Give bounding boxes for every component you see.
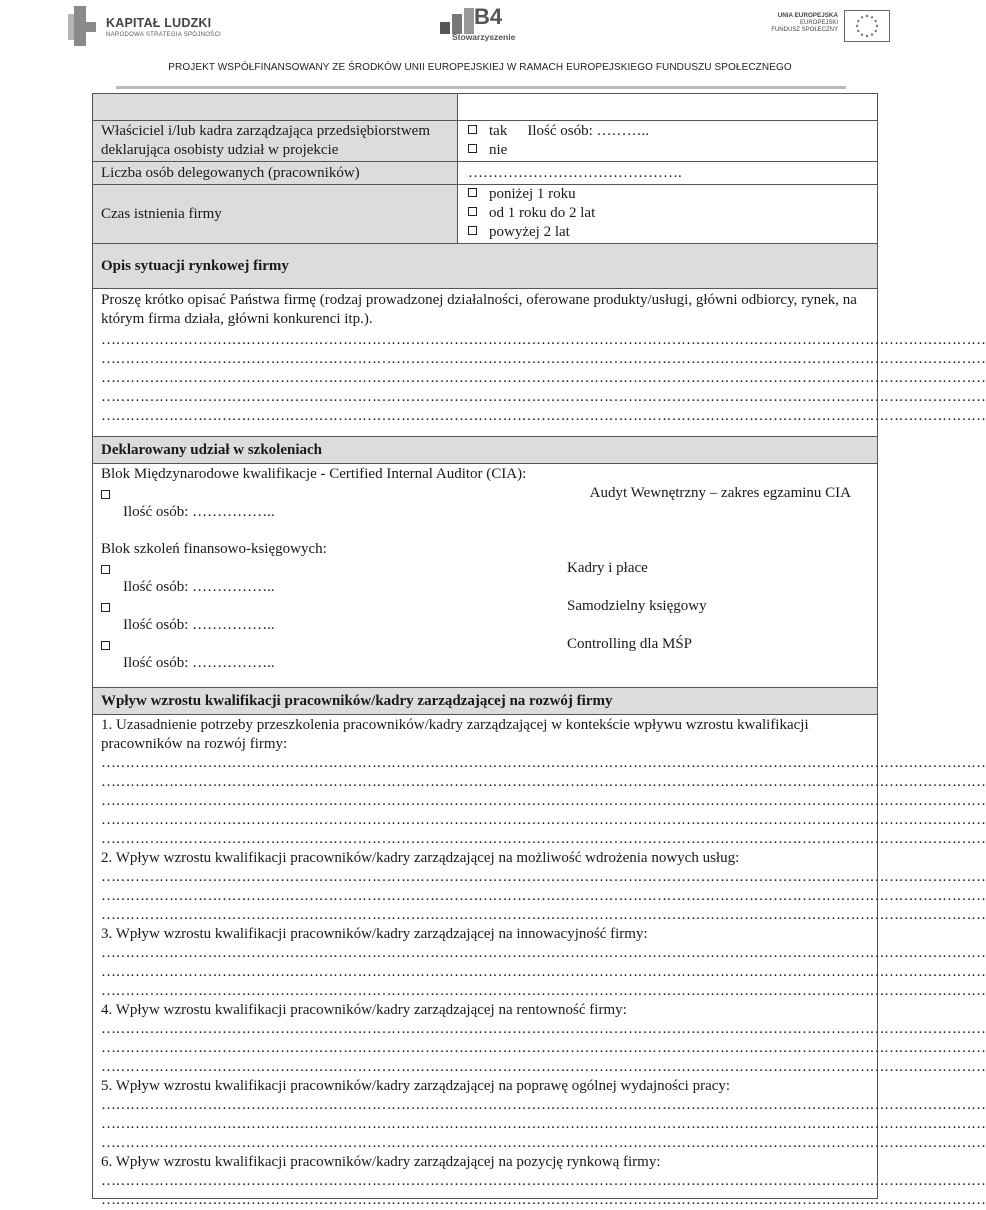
owner-participation-row — [93, 120, 877, 161]
delegated-value-field[interactable]: ……………………………………. — [468, 164, 682, 181]
question-5: 5. Wpływ wzrostu kwalifikacji pracowników/kadry zarządzającej na poprawę ogólnej wydajności pracy: — [101, 1078, 731, 1094]
company-age-label: Czas istnienia firmy — [93, 185, 458, 243]
kapital-ludzki-emblem-icon — [66, 4, 100, 48]
answer-line[interactable]: ………………………………………………………………………………………………………………………………………………………………… — [101, 408, 986, 424]
answer-line[interactable]: ………………………………………………………………………………………………………………………………………………………………… — [101, 370, 986, 386]
training-block — [93, 463, 877, 687]
project-cofinancing-line: PROJEKT WSPÓŁFINANSOWANY ZE ŚRODKÓW UNII EUROPEJSKIEJ W RAMACH EUROPEJSKIEGO FUNDUSZU SPOŁECZNEGO — [168, 62, 792, 73]
answer-line[interactable]: ………………………………………………………………………………………………………………………………………………………………… — [101, 1173, 986, 1189]
age-option-under-1[interactable]: poniżej 1 roku — [468, 185, 867, 204]
top-left-cell — [93, 94, 458, 120]
answer-line[interactable]: ………………………………………………………………………………………………………………………………………………………………… — [101, 774, 986, 790]
company-age-row — [93, 184, 877, 243]
answer-line[interactable]: ………………………………………………………………………………………………………………………………………………………………… — [101, 1116, 986, 1132]
b4-logo — [440, 6, 520, 44]
application-form — [92, 93, 986, 1208]
answer-line[interactable]: ………………………………………………………………………………………………………………………………………………………………… — [101, 983, 986, 999]
fin-course-3-count-field[interactable]: Ilość osób: …………….. — [123, 655, 275, 671]
header-divider — [116, 86, 846, 89]
checkbox-icon[interactable] — [468, 125, 477, 134]
answer-line[interactable]: ………………………………………………………………………………………………………………………………………………………………… — [101, 332, 986, 348]
owner-participation-label: Właściciel i/lub kadra zarządzająca przedsiębiorstwem deklarująca osobisty udział w projekcie — [93, 121, 458, 161]
fin-course-1-count-field[interactable]: Ilość osób: …………….. — [123, 579, 275, 595]
form-top-row — [93, 94, 877, 120]
checkbox-icon[interactable] — [468, 188, 477, 197]
fin-course-3-name: Controlling dla MŚP — [567, 636, 693, 652]
top-right-cell — [458, 94, 877, 120]
answer-line[interactable]: ………………………………………………………………………………………………………………………………………………………………… — [101, 888, 986, 904]
fin-course-1-name: Kadry i płace — [567, 560, 648, 576]
cia-block-label: Blok Międzynarodowe kwalifikacje - Certified Internal Auditor (CIA): — [101, 466, 527, 482]
answer-line[interactable]: ………………………………………………………………………………………………………………………………………………………………… — [101, 1021, 986, 1037]
kapital-ludzki-title: KAPITAŁ LUDZKI — [106, 16, 212, 30]
answer-line[interactable]: ………………………………………………………………………………………………………………………………………………………………… — [101, 907, 986, 923]
owner-no-option[interactable]: nie — [468, 141, 867, 160]
age-option-over-2[interactable]: powyżej 2 lat — [468, 223, 867, 242]
impact-block — [93, 714, 986, 1208]
checkbox-icon[interactable] — [468, 226, 477, 235]
answer-line[interactable]: ………………………………………………………………………………………………………………………………………………………………… — [101, 351, 986, 367]
checkbox-icon[interactable] — [101, 490, 110, 499]
question-3: 3. Wpływ wzrostu kwalifikacji pracowników/kadry zarządzającej na innowacyjność firmy: — [101, 926, 648, 942]
b4-emblem-icon — [440, 8, 474, 34]
answer-line[interactable]: ………………………………………………………………………………………………………………………………………………………………… — [101, 1135, 986, 1151]
market-description-block — [93, 288, 986, 436]
fin-course-option-3[interactable] — [101, 635, 869, 654]
question-1: 1. Uzasadnienie potrzeby przeszkolenia pracowników/kadry zarządzającej w kontekście wpływu wzrostu kwalifikacji pracowników na rozwój firmy: — [101, 717, 809, 752]
answer-line[interactable]: ………………………………………………………………………………………………………………………………………………………………… — [101, 831, 986, 847]
eu-logo-text: UNIA EUROPEJSKA EUROPEJSKI FUNDUSZ SPOŁECZNY — [771, 12, 838, 33]
b4-logo-text: B4 — [474, 4, 503, 29]
question-2: 2. Wpływ wzrostu kwalifikacji pracowników/kadry zarządzającej na możliwość wdrożenia nowych usług: — [101, 850, 740, 866]
answer-line[interactable]: ………………………………………………………………………………………………………………………………………………………………… — [101, 1192, 986, 1208]
question-6: 6. Wpływ wzrostu kwalifikacji pracowników/kadry zarządzającej na pozycję rynkową firmy: — [101, 1154, 661, 1170]
training-section-heading: Deklarowany udział w szkoleniach — [93, 436, 877, 463]
fin-course-2-name: Samodzielny księgowy — [567, 598, 707, 614]
kapital-ludzki-subtitle: NARODOWA STRATEGIA SPÓJNOŚCI — [106, 32, 222, 38]
checkbox-icon[interactable] — [468, 144, 477, 153]
question-4: 4. Wpływ wzrostu kwalifikacji pracowników/kadry zarządzającej na rentowność firmy: — [101, 1002, 627, 1018]
answer-line[interactable]: ………………………………………………………………………………………………………………………………………………………………… — [101, 964, 986, 980]
market-prompt: Proszę krótko opisać Państwa firmę (rodzaj prowadzonej działalności, oferowane produkty/usługi, główni odbiorcy, rynek, na którym firma działa, główni konkurenci itp.). — [101, 292, 857, 327]
answer-line[interactable]: ………………………………………………………………………………………………………………………………………………………………… — [101, 793, 986, 809]
b4-logo-subtitle: Stowarzyszenie — [452, 32, 516, 42]
delegated-row — [93, 161, 877, 184]
fin-course-2-count-field[interactable]: Ilość osób: …………….. — [123, 617, 275, 633]
checkbox-icon[interactable] — [101, 641, 110, 650]
answer-line[interactable]: ………………………………………………………………………………………………………………………………………………………………… — [101, 812, 986, 828]
answer-line[interactable]: ………………………………………………………………………………………………………………………………………………………………… — [101, 1097, 986, 1113]
fin-block-label: Blok szkoleń finansowo-księgowych: — [101, 541, 327, 557]
answer-line[interactable]: ………………………………………………………………………………………………………………………………………………………………… — [101, 869, 986, 885]
checkbox-icon[interactable] — [468, 207, 477, 216]
cia-course-name: Audyt Wewnętrzny – zakres egzaminu CIA — [589, 485, 851, 501]
owner-yes-option[interactable]: tak Ilość osób: ……….. — [468, 122, 867, 141]
age-option-1-to-2[interactable]: od 1 roku do 2 lat — [468, 204, 867, 223]
company-age-options — [458, 185, 877, 243]
answer-line[interactable]: ………………………………………………………………………………………………………………………………………………………………… — [101, 755, 986, 771]
cia-course-option[interactable] — [101, 484, 869, 503]
eu-flag-icon — [844, 10, 890, 42]
fin-course-option-1[interactable] — [101, 559, 869, 578]
eu-logo — [740, 8, 890, 42]
owner-participation-options — [458, 121, 877, 161]
impact-section-heading: Wpływ wzrostu kwalifikacji pracowników/kadry zarządzającej na rozwój firmy — [93, 687, 877, 714]
checkbox-icon[interactable] — [101, 565, 110, 574]
answer-line[interactable]: ………………………………………………………………………………………………………………………………………………………………… — [101, 1040, 986, 1056]
cia-count-field[interactable]: Ilość osób: …………….. — [123, 504, 275, 520]
checkbox-icon[interactable] — [101, 603, 110, 612]
answer-line[interactable]: ………………………………………………………………………………………………………………………………………………………………… — [101, 945, 986, 961]
fin-course-option-2[interactable] — [101, 597, 869, 616]
owner-count-field[interactable]: Ilość osób: ……….. — [527, 123, 649, 139]
kapital-ludzki-logo — [66, 4, 226, 50]
answer-line[interactable]: ………………………………………………………………………………………………………………………………………………………………… — [101, 1059, 986, 1075]
delegated-label: Liczba osób delegowanych (pracowników) — [93, 162, 458, 184]
market-section-heading: Opis sytuacji rynkowej firmy — [93, 243, 877, 288]
answer-line[interactable]: ………………………………………………………………………………………………………………………………………………………………… — [101, 389, 986, 405]
